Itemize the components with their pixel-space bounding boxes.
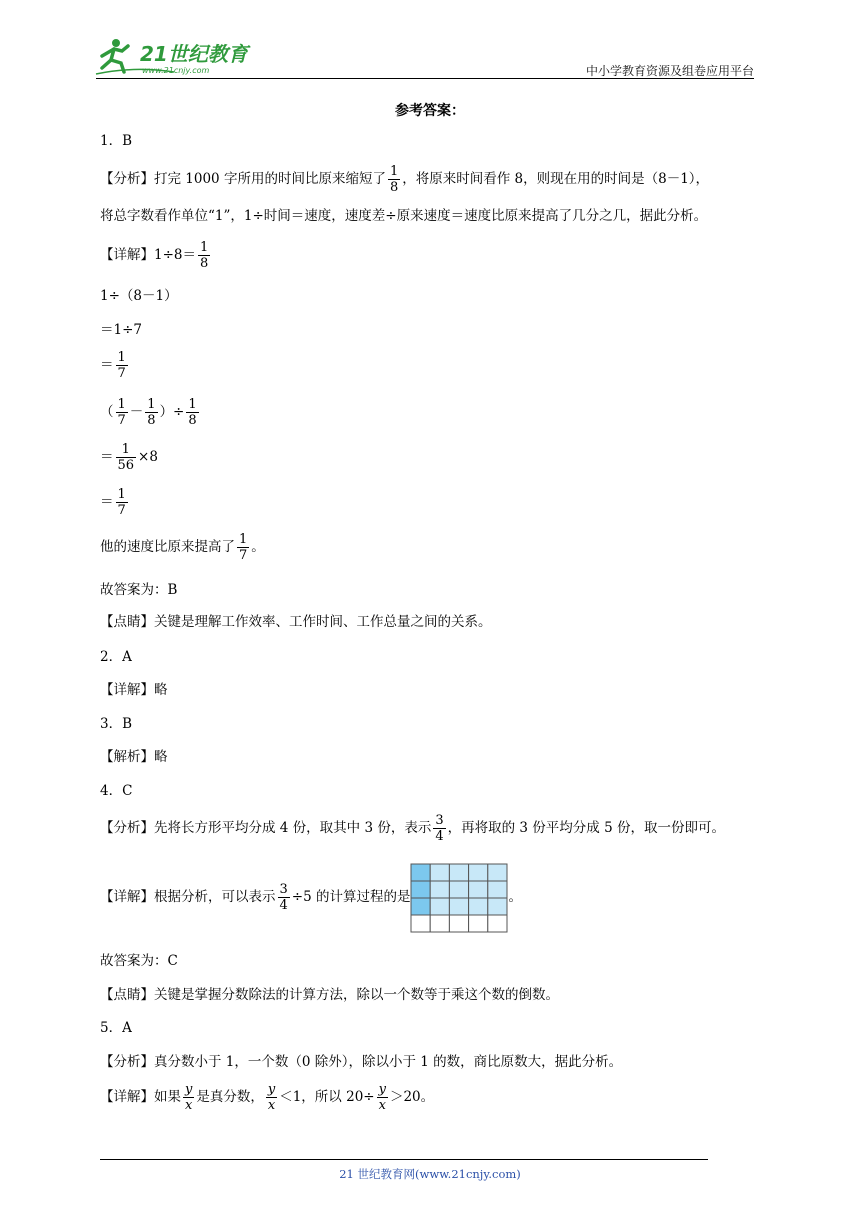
footer-text: 21 世纪教育网(www.21cnjy.com) [339, 1167, 521, 1181]
frac-den: 8 [389, 180, 399, 195]
q1-step2: ＝1÷7 [100, 322, 142, 338]
q4-detail [100, 862, 522, 933]
grid-cell [450, 881, 469, 898]
equals: ＝ [100, 449, 114, 465]
q5-detail-text-b: 是真分数， [196, 1089, 264, 1105]
fraction-3-4 [278, 882, 290, 913]
q1-step4 [100, 397, 201, 428]
grid-cell [431, 881, 450, 898]
q2-detail: 【详解】略 [100, 682, 168, 698]
q1-detail-text: 【详解】1÷8＝ [100, 247, 196, 263]
frac-den: x [377, 1097, 388, 1113]
fraction-1-8 [145, 397, 157, 428]
conclusion-text: 他的速度比原来提高了 [100, 539, 235, 555]
q1-step5 [100, 442, 158, 473]
q2-label: 2．A [100, 649, 132, 665]
frac-num: y [378, 1082, 386, 1097]
q1-conclusion [100, 532, 265, 563]
grid-cell [411, 864, 430, 881]
frac-den: 8 [200, 256, 209, 271]
grid-cell [469, 915, 488, 932]
q3-detail: 【解析】略 [100, 749, 168, 765]
paren-close-divide: ）÷ [159, 404, 185, 420]
q4-detail-text-b: ÷5 的计算过程的是 [291, 889, 411, 905]
grid-cell [488, 864, 507, 881]
frac-den: x [266, 1097, 277, 1113]
frac-den: 4 [279, 898, 288, 913]
header-rule [96, 78, 754, 79]
q1-analysis [100, 164, 709, 195]
q5-analysis: 【分析】真分数小于 1，一个数（0 除外），除以小于 1 的数，商比原数大，据此分析。 [100, 1054, 623, 1070]
q1-analysis-text-a: 【分析】打完 1000 字所用的时间比原来缩短了 [100, 171, 386, 187]
frac-num: 1 [117, 487, 126, 502]
q4-comment: 【点睛】关键是掌握分数除法的计算方法，除以一个数等于乘这个数的倒数。 [100, 987, 559, 1003]
q5-detail-text-c: ＜1，所以 20÷ [279, 1089, 375, 1105]
frac-num: 1 [117, 350, 126, 365]
q4-analysis [100, 813, 725, 844]
q1-step6 [100, 487, 130, 518]
frac-num: 1 [147, 397, 156, 412]
grid-cell [450, 898, 469, 915]
q4-analysis-text-b: ，再将取的 3 份平均分成 5 份，取一份即可。 [447, 820, 725, 836]
frac-num: y [267, 1082, 276, 1097]
fraction-1-7 [116, 350, 128, 381]
minus: － [129, 404, 144, 420]
fraction-1-8 [186, 397, 198, 428]
frac-den: 7 [239, 548, 248, 563]
grid-cell [469, 864, 488, 881]
fraction-1-7 [237, 532, 249, 563]
fraction-y-x [183, 1082, 194, 1113]
frac-den: 8 [188, 413, 197, 428]
q1-answer: 故答案为：B [100, 582, 178, 598]
frac-num: 1 [239, 532, 248, 547]
q1-detail [100, 240, 212, 271]
period: 。 [251, 539, 265, 555]
frac-den: 56 [117, 458, 135, 473]
frac-num: 1 [200, 240, 209, 255]
q4-answer: 故答案为：C [100, 953, 178, 969]
frac-num: 1 [121, 442, 130, 457]
grid-cell [411, 881, 430, 898]
equals: ＝ [100, 494, 114, 510]
fraction-grid-figure [410, 863, 508, 933]
grid-cell [450, 864, 469, 881]
frac-den: x [183, 1097, 194, 1113]
fraction-1-56 [116, 442, 137, 473]
fraction-1-7 [116, 487, 128, 518]
grid-cell [469, 881, 488, 898]
grid-cell [450, 915, 469, 932]
logo-url: www.21cnjy.com [142, 66, 210, 75]
footer-rule [100, 1159, 708, 1160]
q1-comment: 【点睛】关键是理解工作效率、工作时间、工作总量之间的关系。 [100, 614, 492, 630]
fraction-1-7 [116, 397, 128, 428]
q1-label: 1．B [100, 133, 133, 149]
paren-open: （ [100, 404, 114, 420]
grid-cell [411, 915, 430, 932]
frac-num: 3 [435, 813, 444, 828]
grid-cell [431, 864, 450, 881]
page-title: 参考答案： [395, 103, 465, 119]
frac-num: 1 [389, 164, 399, 179]
period: 。 [508, 889, 522, 905]
times-eight: ×8 [138, 449, 158, 465]
grid-cell [488, 898, 507, 915]
q1-step1: 1÷（8－1） [100, 288, 178, 304]
frac-num: 3 [279, 882, 288, 897]
fraction-1-8 [388, 164, 400, 195]
logo-text: 21世纪教育 [140, 42, 248, 66]
frac-den: 7 [117, 413, 126, 428]
grid-cell [488, 881, 507, 898]
grid-cell [431, 915, 450, 932]
fraction-y-x [377, 1082, 388, 1113]
q1-step3 [100, 350, 130, 381]
grid-cell [488, 915, 507, 932]
q3-label: 3．B [100, 716, 133, 732]
q1-analysis-line2: 将总字数看作单位“1”，1÷时间＝速度，速度差÷原来速度＝速度比原来提高了几分之几，据此分析。 [100, 208, 708, 224]
platform-name: 中小学教育资源及组卷应用平台 [585, 64, 754, 78]
q4-detail-text-a: 【详解】根据分析，可以表示 [100, 889, 276, 905]
q5-detail [100, 1082, 434, 1113]
frac-den: 4 [435, 829, 444, 844]
logo [94, 36, 264, 76]
frac-den: 7 [117, 366, 126, 381]
q4-analysis-text-a: 【分析】先将长方形平均分成 4 份，取其中 3 份，表示 [100, 820, 432, 836]
frac-num: 1 [188, 397, 197, 412]
q5-detail-text-a: 【详解】如果 [100, 1089, 181, 1105]
fraction-3-4 [433, 813, 445, 844]
q4-label: 4．C [100, 783, 133, 799]
grid-cell [411, 898, 430, 915]
q5-label: 5．A [100, 1020, 132, 1036]
q1-analysis-text-b: ，将原来时间看作 8，则现在用的时间是（8－1）， [402, 171, 710, 187]
fraction-y-x [266, 1082, 277, 1113]
equals: ＝ [100, 357, 114, 373]
fraction-1-8 [198, 240, 210, 271]
frac-den: 8 [147, 413, 156, 428]
frac-den: 7 [117, 503, 126, 518]
grid-cell [431, 898, 450, 915]
frac-num: y [185, 1082, 193, 1097]
frac-num: 1 [117, 397, 126, 412]
q5-detail-text-d: ＞20。 [389, 1089, 435, 1105]
grid-cell [469, 898, 488, 915]
